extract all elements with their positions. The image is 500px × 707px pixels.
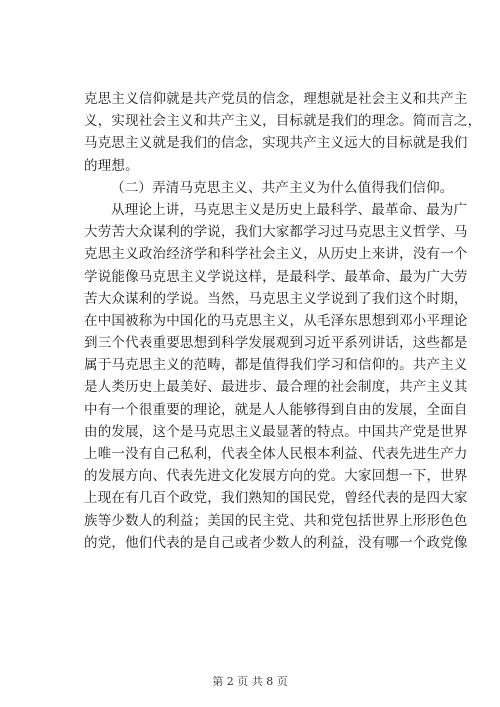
text-line: 大劳苦大众谋利的学说，我们大家都学习过马克思主义哲学、马 — [84, 224, 468, 241]
text-line: 族等少数人的利益；美国的民主党、共和党包括世界上形形色色 — [84, 512, 468, 529]
text-line: 在中国被称为中国化的马克思主义，从毛泽东思想到邓小平理论 — [84, 312, 468, 329]
text-line: 马克思主义就是我们的信念，实现共产主义远大的目标就是我们 — [84, 135, 468, 152]
body-text — [84, 88, 482, 554]
text-line: 的发展方向、代表先进文化发展方向的党。大家回想一下，世界 — [84, 468, 468, 485]
text-line: 从理论上讲，马克思主义是历史上最科学、最革命、最为广 — [111, 201, 468, 218]
text-line: 是人类历史上最美好、最进步、最合理的社会制度，共产主义其 — [84, 379, 468, 396]
text-line: 中有一个很重要的理论，就是人人能够得到自由的发展，全面自 — [84, 401, 468, 418]
text-line: 由的发展，这个是马克思主义最显著的特点。中国共产党是世界 — [84, 423, 468, 440]
text-line: 上唯一没有自己私利，代表全体人民根本利益、代表先进生产力 — [84, 446, 468, 462]
text-line: 学说能像马克思主义学说这样，是最科学、最革命、最为广大劳 — [84, 268, 468, 285]
text-line: 的党，他们代表的是自己或者少数人的利益，没有哪一个政党像 — [84, 534, 468, 551]
page-footer: 第 2 页 共 8 页 — [212, 675, 288, 688]
text-line: 苦大众谋利的学说。当然，马克思主义学说到了我们这个时期， — [84, 290, 468, 307]
text-line: 到三个代表重要思想到科学发展观到习近平系列讲话，这些都是 — [84, 335, 468, 352]
text-line: 属于马克思主义的范畴，都是值得我们学习和信仰的。共产主义 — [84, 357, 468, 374]
section-heading: （二）弄清马克思主义、共产主义为什么值得我们信仰。 — [111, 179, 454, 196]
text-line: 上现在有几百个政党，我们熟知的国民党，曾经代表的是四大家 — [84, 490, 468, 507]
text-line: 的理想。 — [84, 157, 139, 174]
text-line: 克思主义信仰就是共产党员的信念，理想就是社会主义和共产主 — [84, 91, 468, 107]
text-line: 义，实现社会主义和共产主义，目标就是我们的理念。简而言之， — [84, 113, 482, 130]
text-line: 克思主义政治经济学和科学社会主义，从历史上来讲，没有一个 — [84, 246, 468, 263]
